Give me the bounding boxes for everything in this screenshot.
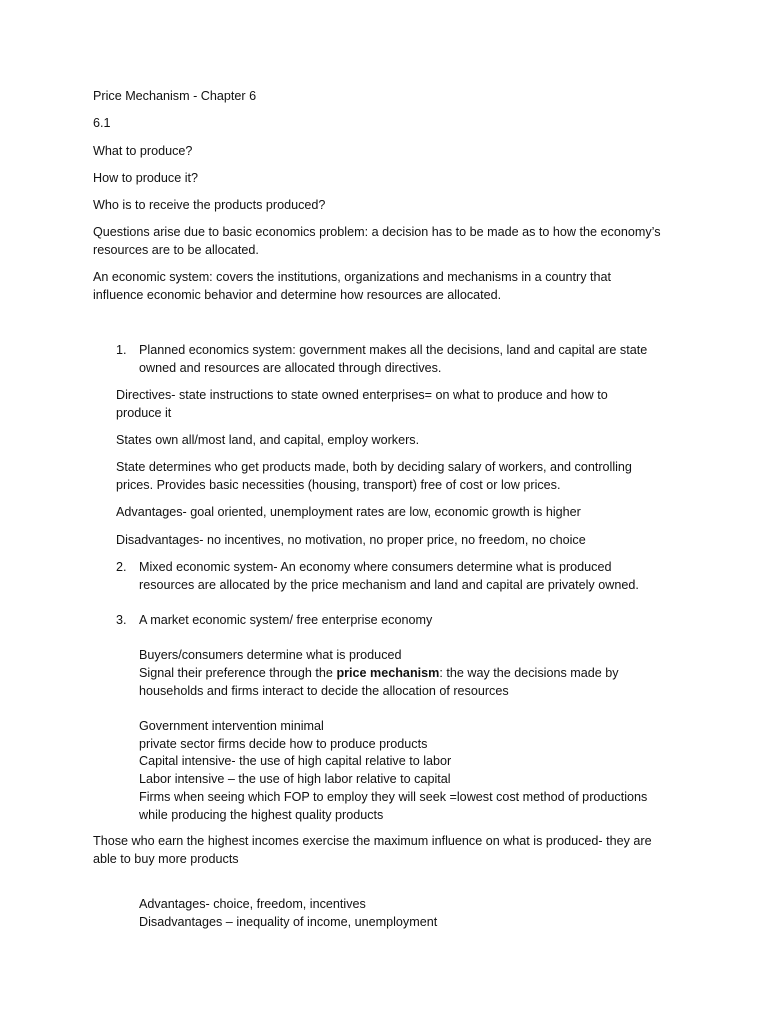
- private-line: private sector firms decide how to produce products: [139, 737, 428, 751]
- state-determines-line1: State determines who get products made, both by deciding salary of workers, and controlling: [116, 460, 632, 474]
- planned-disadvantages: Disadvantages- no incentives, no motivation, no proper price, no freedom, no choice: [116, 533, 586, 547]
- states-own: States own all/most land, and capital, employ workers.: [116, 433, 420, 447]
- state-determines-line2: prices. Provides basic necessities (housing, transport) free of cost or low prices.: [116, 478, 561, 492]
- paragraph-system-line1: An economic system: covers the institutions, organizations and mechanisms in a country that: [93, 270, 611, 284]
- question-what: What to produce?: [93, 144, 193, 158]
- market-advantages: Advantages- choice, freedom, incentives: [139, 897, 366, 911]
- signal-post: : the way the decisions made by: [439, 666, 619, 680]
- highest-income-line2: able to buy more products: [93, 852, 239, 866]
- labor-intensive-line: Labor intensive – the use of high labor relative to capital: [139, 772, 451, 786]
- directives-line1: Directives- state instructions to state owned enterprises= on what to produce and how to: [116, 388, 608, 402]
- buyers-line: Buyers/consumers determine what is produced: [139, 648, 402, 662]
- paragraph-problem-line1: Questions arise due to basic economics problem: a decision has to be made as to how the economy’s: [93, 225, 661, 239]
- item2-line2: resources are allocated by the price mechanism and land and capital are privately owned.: [139, 578, 639, 592]
- directives-line2: produce it: [116, 406, 172, 420]
- signal-line2: households and firms interact to decide the allocation of resources: [139, 684, 509, 698]
- section-number: 6.1: [93, 116, 111, 130]
- signal-bold-term: price mechanism: [336, 666, 440, 680]
- firms-line2: while producing the highest quality products: [139, 808, 384, 822]
- signal-pre: Signal their preference through the: [139, 666, 337, 680]
- market-disadvantages: Disadvantages – inequality of income, unemployment: [139, 915, 438, 929]
- list-number-2: 2.: [116, 560, 127, 574]
- government-line: Government intervention minimal: [139, 719, 324, 733]
- item3-line: A market economic system/ free enterprise economy: [139, 613, 433, 627]
- highest-income-line1: Those who earn the highest incomes exercise the maximum influence on what is produced- they are: [93, 834, 652, 848]
- paragraph-system-line2: influence economic behavior and determine how resources are allocated.: [93, 288, 502, 302]
- item1-line1: Planned economics system: government makes all the decisions, land and capital are state: [139, 343, 648, 357]
- firms-line1: Firms when seeing which FOP to employ they will seek =lowest cost method of productions: [139, 790, 648, 804]
- doc-title: Price Mechanism - Chapter 6: [93, 89, 257, 103]
- question-who: Who is to receive the products produced?: [93, 198, 326, 212]
- item1-line2: owned and resources are allocated through directives.: [139, 361, 442, 375]
- item2-line1: Mixed economic system- An economy where consumers determine what is produced: [139, 560, 612, 574]
- capital-intensive-line: Capital intensive- the use of high capital relative to labor: [139, 754, 452, 768]
- list-number-1: 1.: [116, 343, 127, 357]
- signal-line1: [139, 664, 619, 682]
- planned-advantages: Advantages- goal oriented, unemployment rates are low, economic growth is higher: [116, 505, 581, 519]
- list-number-3: 3.: [116, 613, 127, 627]
- question-how: How to produce it?: [93, 171, 199, 185]
- paragraph-problem-line2: resources are to be allocated.: [93, 243, 259, 257]
